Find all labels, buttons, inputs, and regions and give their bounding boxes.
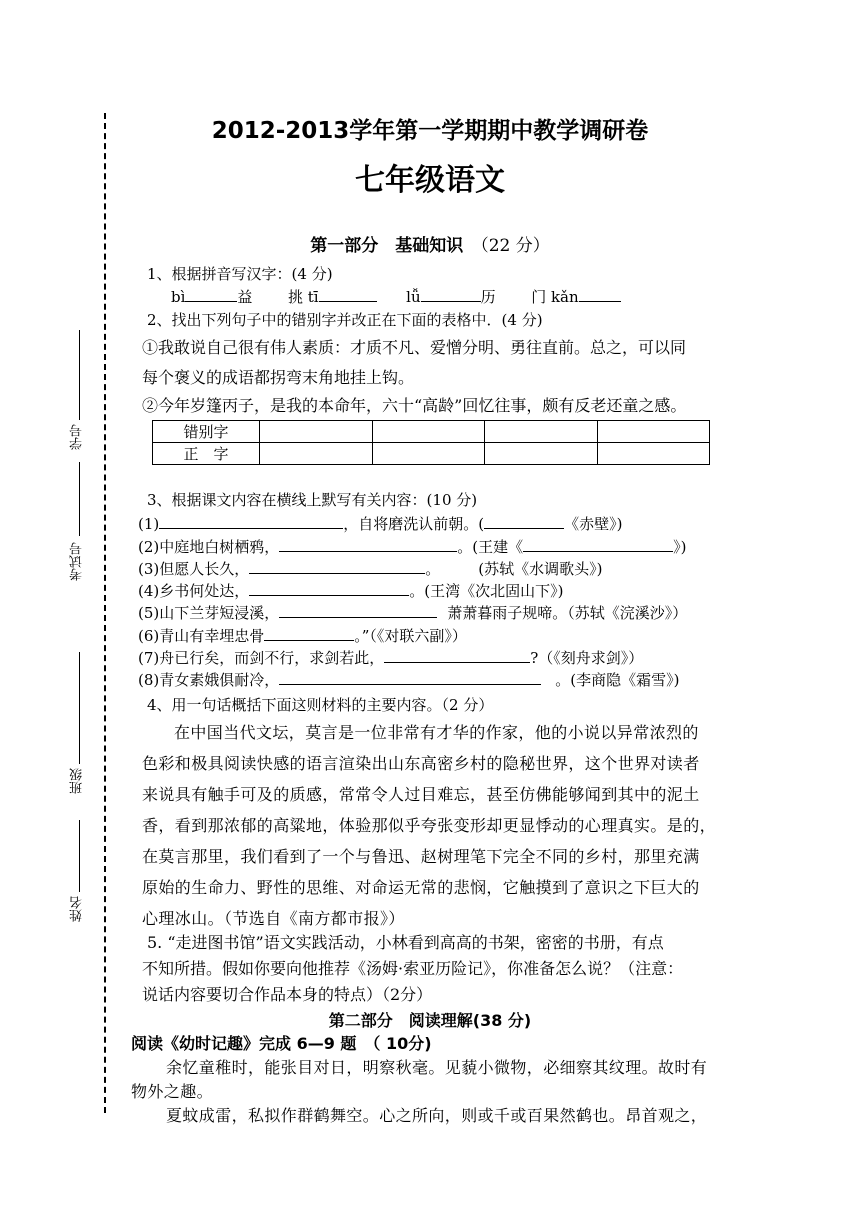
- table-cell[interactable]: [597, 421, 710, 443]
- q3-line-8: [138, 670, 679, 690]
- part1-title: 第一部分 基础知识: [310, 236, 464, 256]
- q4-material-line: 原始的生命力、野性的思维、对命运无常的悲悯，它触摸到了意识之下巨大的: [142, 878, 700, 897]
- q1-items: [171, 287, 621, 307]
- q2-prompt: 2、找出下列句子中的错别字并改正在下面的表格中．(4 分): [147, 311, 543, 329]
- class-field[interactable]: [79, 652, 80, 764]
- q3-prompt: 3、根据课文内容在横线上默写有关内容：(10 分): [147, 491, 478, 509]
- binding-dashed-line: [104, 113, 106, 1113]
- q3-l1-prefix: (1): [138, 515, 160, 533]
- correction-table: [152, 420, 710, 465]
- table-cell[interactable]: [372, 443, 485, 465]
- side-label-exam-no: 考试号: [70, 542, 85, 581]
- q3-l7-prefix: (7)舟已行矣，而剑不行，求剑若此，: [138, 649, 385, 667]
- q3-l6-prefix: (6)青山有幸埋忠骨: [138, 627, 265, 645]
- q3-l2-mid: 。(王建《: [457, 538, 524, 556]
- q3-l2-suffix: 》): [673, 538, 687, 556]
- q3-line-1: [138, 514, 622, 534]
- q3-l8-suffix: 。(李商隐《霜雪》): [555, 671, 680, 689]
- student-no-field[interactable]: [79, 330, 80, 420]
- q3-line-5: [138, 603, 687, 623]
- q1-item-3-after: 历: [480, 288, 496, 306]
- q4-material-line: 心理冰山。（节选自《南方都市报》）: [142, 909, 405, 928]
- q1-blank-2[interactable]: [319, 287, 377, 302]
- table-row: [153, 421, 710, 443]
- q3-blank-3[interactable]: [249, 559, 425, 574]
- reading-line: 物外之趣。: [131, 1082, 214, 1101]
- q1-blank-3[interactable]: [421, 287, 481, 302]
- q1-prompt: 1、根据拼音写汉字：(4 分): [147, 265, 333, 283]
- q3-l3-mid: 。: [425, 560, 441, 578]
- table-cell[interactable]: [372, 421, 485, 443]
- q3-line-4: [138, 581, 563, 601]
- q3-l1-suffix: 《赤壁》): [564, 515, 623, 533]
- q3-blank-6[interactable]: [264, 626, 354, 641]
- q4-material-line: 香，看到那浓郁的高粱地，体验那似乎夸张变形却更显悸动的心理真实。是的，: [142, 816, 717, 835]
- q1-blank-1[interactable]: [185, 287, 237, 302]
- q3-l3-suffix: (苏轼《水调歌头》): [478, 560, 603, 578]
- part1-heading: [0, 231, 860, 256]
- name-field[interactable]: [79, 820, 80, 892]
- q3-blank-1[interactable]: [159, 514, 343, 529]
- q4-material-line: 来说具有触手可及的质感，常常令人过目难忘，甚至仿佛能够闻到其中的泥土: [142, 785, 700, 804]
- q2-sentence-2: ②今年岁篷丙子，是我的本命年，六十“高龄”回忆往事，颇有反老还童之感。: [142, 396, 687, 415]
- q3-l6-suffix: 。”（《对联六副》）: [354, 627, 467, 645]
- q3-line-3: [138, 559, 602, 579]
- q3-l1-mid: ，自将磨洗认前朝。(: [343, 515, 485, 533]
- table-head-correct: 正 字: [153, 443, 260, 465]
- q3-blank-5[interactable]: [279, 603, 437, 618]
- q4-material-line: 在莫言那里，我们看到了一个与鲁迅、赵树理笔下完全不同的乡村，那里充满: [142, 847, 700, 866]
- reading-line: 余忆童稚时，能张目对日，明察秋毫。见藐小微物，必细察其纹理。故时有: [166, 1058, 708, 1077]
- table-cell[interactable]: [485, 443, 598, 465]
- q4-material-line: 在中国当代文坛，莫言是一位非常有才华的作家，他的小说以异常浓烈的: [174, 723, 699, 742]
- q3-l7-suffix: ?（《刻舟求剑》）: [530, 649, 644, 667]
- q4-prompt: 4、用一句话概括下面这则材料的主要内容。（2 分）: [147, 696, 494, 714]
- q3-blank-8[interactable]: [279, 670, 541, 685]
- q1-item-1-pinyin: bì: [171, 288, 186, 306]
- q2-sentence-1b: 每个褒义的成语都拐弯末角地挂上钩。: [142, 368, 415, 387]
- side-label-class: 班级: [70, 768, 85, 794]
- q3-line-2: [138, 537, 686, 557]
- q1-item-2-pinyin: 挑 tī: [287, 288, 319, 306]
- q3-blank-7[interactable]: [384, 648, 530, 663]
- q3-blank-4[interactable]: [249, 581, 409, 596]
- q4-material-line: 色彩和极具阅读快感的语言渲染出山东高密乡村的隐秘世界，这个世界对读者: [142, 754, 700, 773]
- side-label-student-no: 学号: [70, 424, 85, 450]
- q3-l5-suffix: 萧萧暮雨子规啼。（苏轼《浣溪沙》）: [447, 604, 688, 622]
- exam-subject: 七年级语文: [355, 163, 505, 198]
- q3-l3-prefix: (3)但愿人长久，: [138, 560, 250, 578]
- q3-l2-prefix: (2)中庭地白树栖鸦，: [138, 538, 280, 556]
- q3-l4-suffix: 。(王湾《次北固山下》): [409, 582, 564, 600]
- q3-l4-prefix: (4)乡书何处达，: [138, 582, 250, 600]
- q3-blank-1b[interactable]: [484, 514, 564, 529]
- table-head-wrong: 错别字: [153, 421, 260, 443]
- part2-title: 第二部分 阅读理解(38 分): [328, 1011, 532, 1030]
- q1-blank-4[interactable]: [579, 287, 621, 302]
- q3-line-6: [138, 626, 467, 646]
- table-cell[interactable]: [597, 443, 710, 465]
- q3-l5-prefix: (5)山下兰芽短浸溪，: [138, 604, 280, 622]
- q3-line-7: [138, 648, 643, 668]
- q1-item-4-pinyin: 门 kǎn: [531, 288, 579, 306]
- q1-item-1-after: 益: [237, 288, 253, 306]
- reading-line: 夏蚊成雷，私拟作群鹤舞空。心之所向，则或千或百果然鹤也。昂首观之，: [166, 1106, 708, 1125]
- q5-line-3: 说话内容要切合作品本身的特点）（2分）: [142, 985, 433, 1004]
- exam-title: 2012-2013学年第一学期期中教学调研卷: [211, 118, 649, 144]
- q2-sentence-1a: ①我敢说自己很有伟人素质：才质不凡、爱憎分明、勇往直前。总之，可以同: [142, 338, 687, 357]
- reading-title: 阅读《幼时记趣》完成 6—9 题 （ 10分): [131, 1034, 432, 1053]
- q5-line-2: 不知所措。假如你要向他推荐《汤姆·索亚历险记》，你准备怎么说？（注意：: [142, 959, 684, 978]
- q1-item-3-pinyin: lǚ: [406, 288, 421, 306]
- table-cell[interactable]: [260, 443, 373, 465]
- side-label-name: 姓名: [70, 896, 85, 922]
- q3-l8-prefix: (8)青女素娥俱耐冷，: [138, 671, 280, 689]
- q5-line-1: 5. “走进图书馆”语文实践活动，小林看到高高的书架，密密的书册，有点: [147, 933, 664, 952]
- q3-blank-2b[interactable]: [523, 537, 673, 552]
- exam-no-field[interactable]: [79, 462, 80, 536]
- q3-blank-2[interactable]: [279, 537, 457, 552]
- table-cell[interactable]: [485, 421, 598, 443]
- table-cell[interactable]: [260, 421, 373, 443]
- table-row: [153, 443, 710, 465]
- part1-score: （22 分）: [480, 236, 550, 256]
